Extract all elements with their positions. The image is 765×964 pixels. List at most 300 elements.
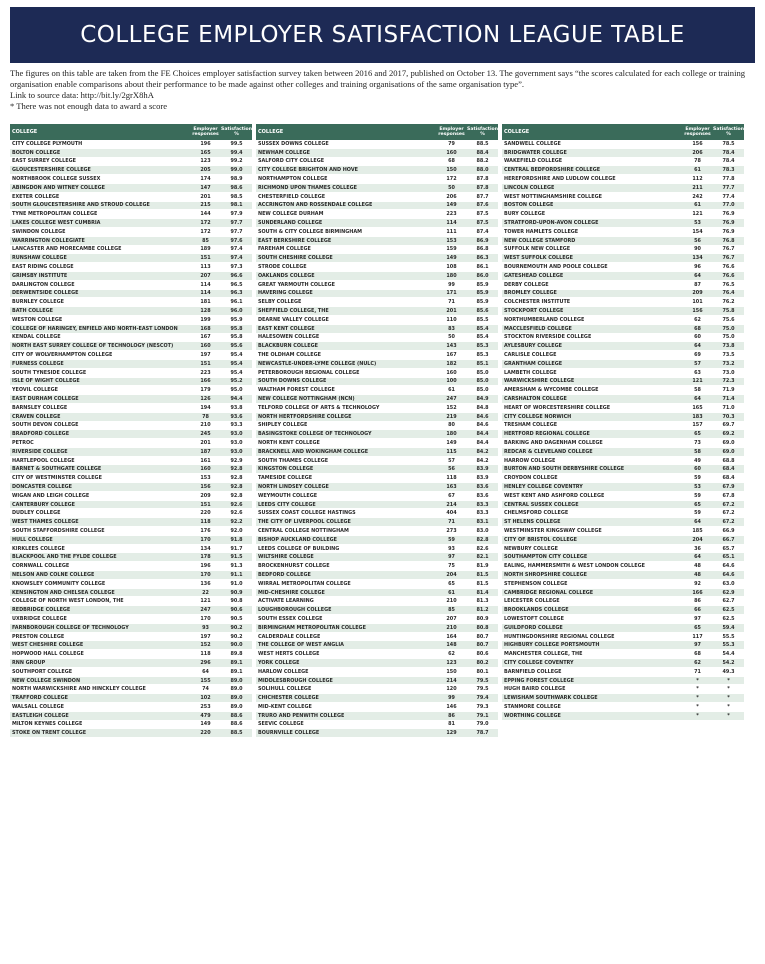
table-row xyxy=(256,430,498,439)
satisfaction-score: 69.7 xyxy=(722,422,735,429)
college-name: BATH COLLEGE xyxy=(12,308,53,315)
employer-responses: 152 xyxy=(446,404,457,411)
college-name: NEWHAM COLLEGE xyxy=(258,149,310,156)
satisfaction-score: 86.0 xyxy=(476,272,489,279)
employer-responses: 479 xyxy=(200,712,211,719)
satisfaction-score: 75.0 xyxy=(722,325,735,332)
satisfaction-score: 62.5 xyxy=(722,615,735,622)
table-row xyxy=(502,465,744,474)
table-row xyxy=(10,263,252,272)
college-name: HENLEY COLLEGE COVENTRY xyxy=(504,483,583,490)
satisfaction-score: 99.2 xyxy=(230,158,243,165)
employer-responses: 207 xyxy=(200,272,211,279)
table-column-3 xyxy=(502,124,744,738)
satisfaction-score: 90.9 xyxy=(230,589,243,596)
college-name: CITY COLLEGE BRIGHTON AND HOVE xyxy=(258,167,358,174)
satisfaction-score: 91.7 xyxy=(230,545,243,552)
employer-responses: 129 xyxy=(446,730,457,737)
college-name: CARLISLE COLLEGE xyxy=(504,352,557,359)
satisfaction-score: 89.8 xyxy=(230,651,243,658)
table-row xyxy=(256,334,498,343)
employer-responses: 223 xyxy=(446,211,457,218)
table-row xyxy=(256,597,498,606)
satisfaction-score: 71.9 xyxy=(722,387,735,394)
college-name: SOUTH STAFFORDSHIRE COLLEGE xyxy=(12,527,105,534)
employer-responses: 97 xyxy=(694,642,701,649)
table-row xyxy=(256,448,498,457)
table-row xyxy=(10,589,252,598)
employer-responses: 147 xyxy=(200,184,211,191)
employer-responses: 196 xyxy=(200,563,211,570)
satisfaction-score: 62.5 xyxy=(722,607,735,614)
table-row xyxy=(256,527,498,536)
table-header xyxy=(256,124,498,140)
satisfaction-score: 67.8 xyxy=(722,492,735,499)
employer-responses: 189 xyxy=(200,246,211,253)
table-row xyxy=(502,272,744,281)
table-row xyxy=(256,641,498,650)
college-name: THE CITY OF LIVERPOOL COLLEGE xyxy=(258,519,351,526)
employer-responses: 215 xyxy=(200,202,211,209)
table-row xyxy=(256,650,498,659)
table-row xyxy=(502,342,744,351)
employer-responses: 121 xyxy=(692,378,703,385)
college-name: STOCKPORT COLLEGE xyxy=(504,308,564,315)
college-name: NORTHUMBERLAND COLLEGE xyxy=(504,316,585,323)
satisfaction-score: 77.8 xyxy=(722,176,735,183)
employer-responses: 67 xyxy=(448,492,455,499)
employer-responses: 149 xyxy=(446,202,457,209)
satisfaction-score: 93.8 xyxy=(230,404,243,411)
table-row xyxy=(10,290,252,299)
college-name: HULL COLLEGE xyxy=(12,536,53,543)
college-name: REDBRIDGE COLLEGE xyxy=(12,607,71,614)
college-name: WARWICKSHIRE COLLEGE xyxy=(504,378,575,385)
table-row xyxy=(502,624,744,633)
employer-responses: 136 xyxy=(200,580,211,587)
satisfaction-score: 78.4 xyxy=(722,158,735,165)
college-name: BOSTON COLLEGE xyxy=(504,202,554,209)
employer-responses: 160 xyxy=(446,149,457,156)
satisfaction-score: 64.6 xyxy=(722,571,735,578)
satisfaction-score: 91.0 xyxy=(230,580,243,587)
college-name: CENTRAL SUSSEX COLLEGE xyxy=(504,501,579,508)
employer-responses: * xyxy=(696,686,699,693)
college-name: EASTLEIGH COLLEGE xyxy=(12,712,69,719)
satisfaction-score: 49.3 xyxy=(722,668,735,675)
table-row xyxy=(10,413,252,422)
table-row xyxy=(502,360,744,369)
college-name: AYLESBURY COLLEGE xyxy=(504,343,562,350)
satisfaction-score: 86.8 xyxy=(476,246,489,253)
employer-responses: 170 xyxy=(200,536,211,543)
table-row xyxy=(256,580,498,589)
employer-responses: 170 xyxy=(200,571,211,578)
college-name: BISHOP AUCKLAND COLLEGE xyxy=(258,536,338,543)
college-name: SOLIHULL COLLEGE xyxy=(258,686,312,693)
table-row xyxy=(10,422,252,431)
employer-responses: 182 xyxy=(446,360,457,367)
college-name: SHIPLEY COLLEGE xyxy=(258,422,308,429)
header-college: COLLEGE xyxy=(12,129,38,135)
employer-responses: 74 xyxy=(202,686,209,693)
satisfaction-score: 91.3 xyxy=(230,563,243,570)
satisfaction-score: 90.5 xyxy=(230,615,243,622)
table-row xyxy=(10,219,252,228)
satisfaction-score: 76.5 xyxy=(722,281,735,288)
college-name: LEICESTER COLLEGE xyxy=(504,598,560,605)
employer-responses: 210 xyxy=(446,624,457,631)
satisfaction-score: 69.0 xyxy=(722,439,735,446)
page-title: COLLEGE EMPLOYER SATISFACTION LEAGUE TABLE xyxy=(80,22,685,48)
satisfaction-score: 80.8 xyxy=(476,624,489,631)
satisfaction-score: 97.9 xyxy=(230,211,243,218)
satisfaction-score: 92.6 xyxy=(230,501,243,508)
satisfaction-score: 76.6 xyxy=(722,272,735,279)
college-name: SOUTH GLOUCESTERSHIRE AND STROUD COLLEGE xyxy=(12,202,150,209)
table-row xyxy=(502,430,744,439)
table-row xyxy=(256,219,498,228)
satisfaction-score: 79.5 xyxy=(476,686,489,693)
satisfaction-score: 75.8 xyxy=(722,308,735,315)
satisfaction-score: 85.6 xyxy=(476,308,489,315)
table-row xyxy=(256,659,498,668)
employer-responses: 49 xyxy=(694,457,701,464)
satisfaction-score: 88.2 xyxy=(476,158,489,165)
satisfaction-score: 85.4 xyxy=(476,334,489,341)
table-row xyxy=(256,298,498,307)
satisfaction-score: 76.7 xyxy=(722,246,735,253)
employer-responses: 121 xyxy=(200,598,211,605)
satisfaction-score: 95.4 xyxy=(230,369,243,376)
satisfaction-score: 98.9 xyxy=(230,176,243,183)
employer-responses: 115 xyxy=(446,448,457,455)
employer-responses: 171 xyxy=(446,290,457,297)
satisfaction-score: 73.2 xyxy=(722,360,735,367)
employer-responses: 73 xyxy=(694,439,701,446)
table-row xyxy=(502,290,744,299)
satisfaction-score: 84.6 xyxy=(476,413,489,420)
header-satisfaction: Satisfaction % xyxy=(467,127,498,137)
employer-responses: 223 xyxy=(200,369,211,376)
table-row xyxy=(256,351,498,360)
table-row xyxy=(502,571,744,580)
table-row xyxy=(502,641,744,650)
table-row xyxy=(10,474,252,483)
satisfaction-score: 72.3 xyxy=(722,378,735,385)
table-row xyxy=(502,492,744,501)
college-name: TOWER HAMLETS COLLEGE xyxy=(504,228,579,235)
employer-responses: 149 xyxy=(200,721,211,728)
table-row xyxy=(10,298,252,307)
table-row xyxy=(10,553,252,562)
college-name: SOUTH THAMES COLLEGE xyxy=(258,457,329,464)
college-name: LANCASTER AND MORECAMBE COLLEGE xyxy=(12,246,122,253)
satisfaction-score: 64.6 xyxy=(722,563,735,570)
college-name: ST HELENS COLLEGE xyxy=(504,519,561,526)
employer-responses: 167 xyxy=(446,352,457,359)
employer-responses: 247 xyxy=(446,396,457,402)
college-name: SEEVIC COLLEGE xyxy=(258,721,304,728)
table-row xyxy=(256,413,498,422)
table-row xyxy=(256,422,498,431)
employer-responses: 59 xyxy=(448,536,455,543)
satisfaction-score: 81.5 xyxy=(476,580,489,587)
table-row xyxy=(10,624,252,633)
table-row xyxy=(10,316,252,325)
satisfaction-score: 93.0 xyxy=(230,439,243,446)
satisfaction-score: 83.6 xyxy=(476,483,489,490)
college-name: RICHMOND UPON THAMES COLLEGE xyxy=(258,184,357,191)
header-satisfaction: Satisfaction % xyxy=(713,127,744,137)
college-name: FARNBOROUGH COLLEGE OF TECHNOLOGY xyxy=(12,624,129,631)
source-link[interactable]: Link to source data: http://bit.ly/2grX8hA xyxy=(10,90,154,100)
satisfaction-score: 63.0 xyxy=(722,580,735,587)
college-name: WEST CHESHIRE COLLEGE xyxy=(12,642,84,649)
employer-responses: 85 xyxy=(448,607,455,614)
college-name: GRANTHAM COLLEGE xyxy=(504,360,563,367)
employer-responses: 166 xyxy=(692,589,703,596)
employer-responses: 71 xyxy=(448,519,455,526)
college-name: DONCASTER COLLEGE xyxy=(12,483,73,490)
college-name: SOUTH TYNESIDE COLLEGE xyxy=(12,369,87,376)
satisfaction-score: 96.1 xyxy=(230,299,243,306)
college-name: DERWENTSIDE COLLEGE xyxy=(12,290,79,297)
college-name: WESTMINSTER KINGSWAY COLLEGE xyxy=(504,527,602,534)
employer-responses: 214 xyxy=(446,677,457,684)
satisfaction-score: 87.8 xyxy=(476,176,489,183)
college-name: EAST DURHAM COLLEGE xyxy=(12,396,79,402)
college-name: NEW COLLEGE SWINDON xyxy=(12,677,81,684)
table-row xyxy=(256,395,498,404)
employer-responses: 210 xyxy=(200,422,211,429)
college-name: REDCAR & CLEVELAND COLLEGE xyxy=(504,448,593,455)
table-row xyxy=(256,210,498,219)
employer-responses: 179 xyxy=(200,387,211,394)
satisfaction-score: 86.1 xyxy=(476,264,489,271)
satisfaction-score: 91.1 xyxy=(230,571,243,578)
satisfaction-score: 54.2 xyxy=(722,659,735,666)
satisfaction-score: 96.6 xyxy=(230,272,243,279)
employer-responses: 211 xyxy=(692,184,703,191)
table-row xyxy=(502,562,744,571)
table-row xyxy=(256,712,498,721)
college-name: GUILDFORD COLLEGE xyxy=(504,624,563,631)
satisfaction-score: 66.7 xyxy=(722,536,735,543)
satisfaction-score: 76.8 xyxy=(722,237,735,244)
table-row xyxy=(10,395,252,404)
employer-responses: 176 xyxy=(200,527,211,534)
satisfaction-score: 90.2 xyxy=(230,624,243,631)
college-name: LOUGHBOROUGH COLLEGE xyxy=(258,607,332,614)
satisfaction-score: 84.2 xyxy=(476,457,489,464)
satisfaction-score: 84.9 xyxy=(476,396,489,402)
table-row xyxy=(10,404,252,413)
satisfaction-score: 98.1 xyxy=(230,202,243,209)
employer-responses: 174 xyxy=(200,176,211,183)
table-row xyxy=(256,721,498,730)
table-row xyxy=(256,325,498,334)
satisfaction-score: 54.4 xyxy=(722,651,735,658)
college-name: NEW COLLEGE NOTTINGHAM (NCN) xyxy=(258,396,355,402)
table-row xyxy=(256,281,498,290)
satisfaction-score: 85.0 xyxy=(476,378,489,385)
college-name: WIGAN AND LEIGH COLLEGE xyxy=(12,492,90,499)
college-name: NORTH WARWICKSHIRE AND HINCKLEY COLLEGE xyxy=(12,686,146,693)
college-name: BURY COLLEGE xyxy=(504,211,546,218)
employer-responses: 92 xyxy=(694,580,701,587)
satisfaction-score: 55.5 xyxy=(722,633,735,640)
college-name: SWINDON COLLEGE xyxy=(12,228,66,235)
college-name: LOWESTOFT COLLEGE xyxy=(504,615,564,622)
table-row xyxy=(10,386,252,395)
college-name: AMERSHAM & WYCOMBE COLLEGE xyxy=(504,387,599,394)
satisfaction-score: 94.4 xyxy=(230,396,243,402)
page-title-banner xyxy=(10,7,755,63)
satisfaction-score: 76.7 xyxy=(722,255,735,262)
satisfaction-score: 76.9 xyxy=(722,228,735,235)
employer-responses: 102 xyxy=(200,695,211,702)
table-row xyxy=(502,149,744,158)
college-name: HARROW COLLEGE xyxy=(504,457,556,464)
employer-responses: 204 xyxy=(446,571,457,578)
college-name: DEARNE VALLEY COLLEGE xyxy=(258,316,329,323)
college-name: WALSALL COLLEGE xyxy=(12,703,64,710)
table-row xyxy=(502,439,744,448)
employer-responses: 64 xyxy=(202,668,209,675)
table-row xyxy=(502,413,744,422)
table-row xyxy=(256,501,498,510)
employer-responses: 78 xyxy=(202,413,209,420)
table-row xyxy=(256,729,498,738)
table-row xyxy=(10,307,252,316)
college-name: CHICHESTER COLLEGE xyxy=(258,695,319,702)
satisfaction-score: 92.2 xyxy=(230,519,243,526)
satisfaction-score: 97.7 xyxy=(230,220,243,227)
employer-responses: 99 xyxy=(448,695,455,702)
college-name: CITY COLLEGE PLYMOUTH xyxy=(12,140,83,147)
table-row xyxy=(256,685,498,694)
table-row xyxy=(502,580,744,589)
college-name: BASINGSTOKE COLLEGE OF TECHNOLOGY xyxy=(258,431,372,438)
table-row xyxy=(256,518,498,527)
employer-responses: 59 xyxy=(694,510,701,517)
table-row xyxy=(10,545,252,554)
table-row xyxy=(10,158,252,167)
satisfaction-score: 96.0 xyxy=(230,308,243,315)
satisfaction-score: 97.4 xyxy=(230,255,243,262)
satisfaction-score: 89.0 xyxy=(230,686,243,693)
table-row xyxy=(256,536,498,545)
college-name: STEPHENSON COLLEGE xyxy=(504,580,568,587)
satisfaction-score: 67.2 xyxy=(722,510,735,517)
table-row xyxy=(256,439,498,448)
college-name: BIRMINGHAM METROPOLITAN COLLEGE xyxy=(258,624,366,631)
college-name: EALING, HAMMERSMITH & WEST LONDON COLLEGE xyxy=(504,563,645,570)
employer-responses: * xyxy=(696,677,699,684)
table-row xyxy=(10,492,252,501)
table-row xyxy=(502,509,744,518)
employer-responses: 97 xyxy=(694,615,701,622)
satisfaction-score: 87.4 xyxy=(476,228,489,235)
satisfaction-score: 85.9 xyxy=(476,290,489,297)
college-name: CENTRAL BEDFORDSHIRE COLLEGE xyxy=(504,167,601,174)
satisfaction-score: 85.5 xyxy=(476,316,489,323)
employer-responses: 156 xyxy=(692,308,703,315)
employer-responses: 273 xyxy=(446,527,457,534)
employer-responses: 242 xyxy=(692,193,703,200)
table-row xyxy=(256,589,498,598)
employer-responses: 120 xyxy=(446,686,457,693)
employer-responses: 110 xyxy=(446,316,457,323)
employer-responses: 108 xyxy=(446,264,457,271)
college-name: GATESHEAD COLLEGE xyxy=(504,272,564,279)
table-row xyxy=(10,571,252,580)
satisfaction-score: 62.7 xyxy=(722,598,735,605)
college-name: CHELMSFORD COLLEGE xyxy=(504,510,569,517)
college-name: DERBY COLLEGE xyxy=(504,281,549,288)
satisfaction-score: 88.6 xyxy=(230,721,243,728)
satisfaction-score: 95.4 xyxy=(230,352,243,359)
table-row xyxy=(502,712,744,721)
employer-responses: 197 xyxy=(200,352,211,359)
satisfaction-score: 68.4 xyxy=(722,466,735,473)
satisfaction-score: 81.5 xyxy=(476,571,489,578)
satisfaction-score: 84.4 xyxy=(476,431,489,438)
employer-responses: 220 xyxy=(200,730,211,737)
satisfaction-score: 81.2 xyxy=(476,607,489,614)
employer-responses: 65 xyxy=(694,431,701,438)
table-row xyxy=(502,553,744,562)
employer-responses: 118 xyxy=(200,519,211,526)
college-name: WALTHAM FOREST COLLEGE xyxy=(258,387,335,394)
satisfaction-score: 71.0 xyxy=(722,404,735,411)
college-name: LEWISHAM SOUTHWARK COLLEGE xyxy=(504,695,598,702)
employer-responses: 168 xyxy=(200,325,211,332)
table-row xyxy=(502,158,744,167)
college-name: CITY OF BRISTOL COLLEGE xyxy=(504,536,578,543)
table-row xyxy=(502,518,744,527)
employer-responses: 63 xyxy=(694,369,701,376)
college-name: HEREFORDSHIRE AND LUDLOW COLLEGE xyxy=(504,176,616,183)
college-name: SOUTH CHESHIRE COLLEGE xyxy=(258,255,333,262)
college-name: BURTON AND SOUTH DERBYSHIRE COLLEGE xyxy=(504,466,625,473)
college-name: ABINGDON AND WITNEY COLLEGE xyxy=(12,184,105,191)
satisfaction-score: 92.8 xyxy=(230,492,243,499)
college-name: FAREHAM COLLEGE xyxy=(258,246,311,253)
satisfaction-score: 59.4 xyxy=(722,624,735,631)
table-row xyxy=(256,237,498,246)
college-name: NELSON AND COLNE COLLEGE xyxy=(12,571,95,578)
employer-responses: 165 xyxy=(200,149,211,156)
table-row xyxy=(502,184,744,193)
employer-responses: 81 xyxy=(448,721,455,728)
intro-text xyxy=(10,68,758,112)
college-name: COLLEGE OF HARINGEY, ENFIELD AND NORTH-EAST LONDON xyxy=(12,325,178,332)
college-name: BROOKLANDS COLLEGE xyxy=(504,607,569,614)
employer-responses: 172 xyxy=(446,176,457,183)
employer-responses: 172 xyxy=(200,220,211,227)
table-row xyxy=(256,158,498,167)
employer-responses: 114 xyxy=(200,281,211,288)
satisfaction-score: 77.7 xyxy=(722,184,735,191)
satisfaction-score: 97.4 xyxy=(230,246,243,253)
table-row xyxy=(10,184,252,193)
table-row xyxy=(10,342,252,351)
employer-responses: 214 xyxy=(446,501,457,508)
employer-responses: 112 xyxy=(692,176,703,183)
table-header xyxy=(10,124,252,140)
